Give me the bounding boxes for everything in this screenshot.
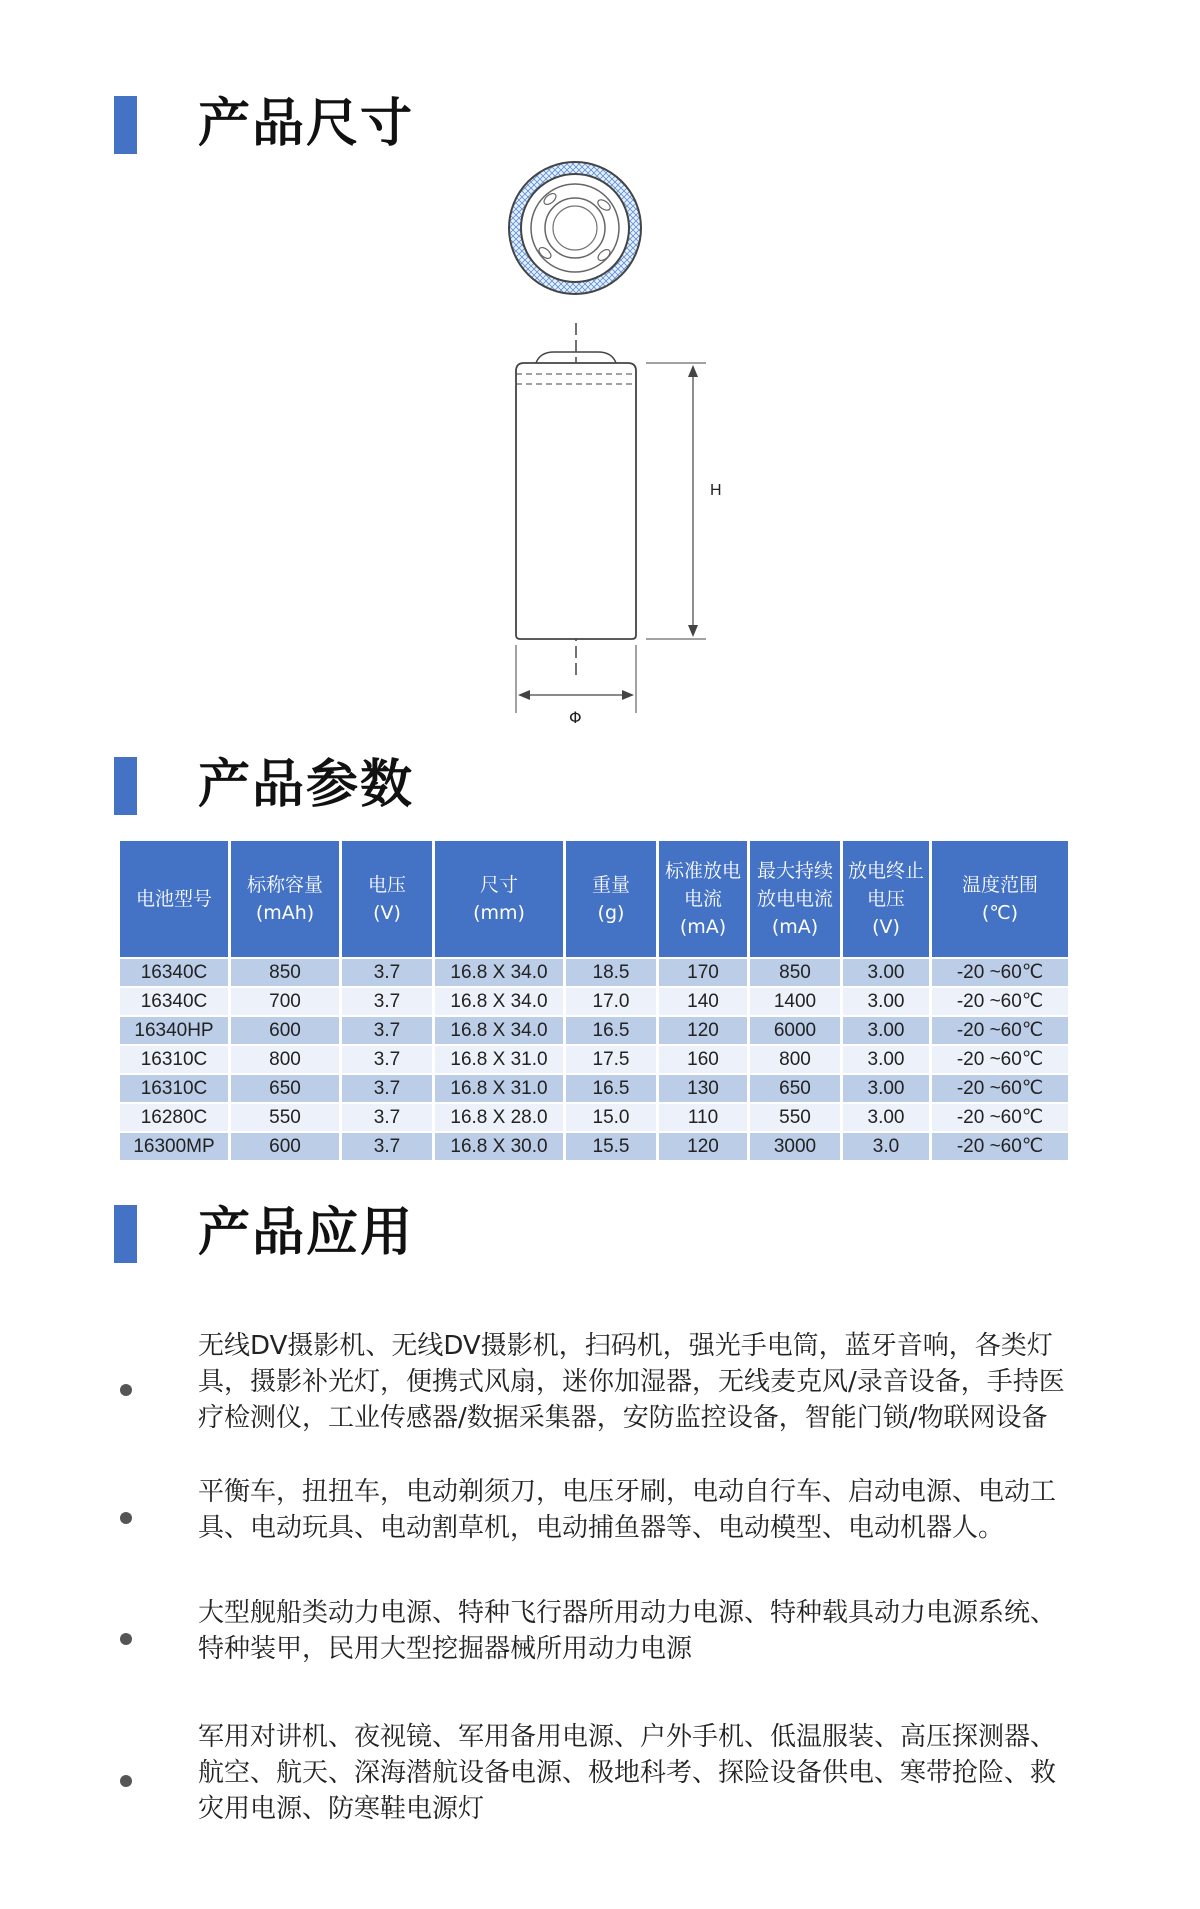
header-line: (mm) (473, 902, 525, 924)
table-row (120, 959, 1068, 986)
header-line: (mA) (771, 916, 819, 938)
table-header-cell (342, 841, 432, 957)
table-cell: 1400 (750, 988, 840, 1015)
section-accent-bar (114, 1205, 137, 1263)
table-cell: 16.8 X 30.0 (435, 1133, 563, 1160)
header-line: (V) (872, 916, 900, 938)
height-label: H (710, 482, 722, 499)
table-cell: 550 (750, 1104, 840, 1131)
section-title-dimensions: 产品尺寸 (198, 94, 415, 154)
table-cell: 16.8 X 31.0 (435, 1075, 563, 1102)
header-line: 放电电流 (756, 888, 833, 910)
table-cell: 16340C (120, 959, 228, 986)
table-cell: 3.00 (843, 1104, 929, 1131)
table-cell: 140 (659, 988, 747, 1015)
section-accent-bar (114, 757, 137, 815)
table-cell: 3.00 (843, 1075, 929, 1102)
table-cell: 16.5 (566, 1075, 656, 1102)
table-cell: 120 (659, 1133, 747, 1160)
header-line: 放电终止 (847, 860, 924, 882)
table-cell: 16.8 X 31.0 (435, 1046, 563, 1073)
bullet-dot (120, 1384, 132, 1396)
table-cell: 3.00 (843, 988, 929, 1015)
application-line: 军用对讲机、夜视镜、军用备用电源、户外手机、低温服装、高压探测器、 (198, 1722, 1057, 1752)
table-row (120, 1133, 1068, 1160)
application-line: 具、电动玩具、电动割草机，电动捕鱼器等、电动模型、电动机器人。 (198, 1513, 1005, 1543)
table-cell: 18.5 (566, 959, 656, 986)
table-cell: 3.7 (342, 1017, 432, 1044)
table-cell: -20 ~60℃ (932, 1104, 1068, 1131)
header-line: 最大持续 (756, 860, 833, 882)
application-text (198, 1474, 1078, 1546)
header-line: 电压 (367, 874, 406, 896)
table-cell: 16.8 X 28.0 (435, 1104, 563, 1131)
table-cell: 16.8 X 34.0 (435, 988, 563, 1015)
table-body (120, 959, 1068, 1160)
table-cell: 16340C (120, 988, 228, 1015)
table-cell: 16300MP (120, 1133, 228, 1160)
application-line: 灾用电源、防寒鞋电源灯 (198, 1794, 485, 1824)
table-row (120, 1075, 1068, 1102)
table-cell: 3.00 (843, 1017, 929, 1044)
bullet-dot (120, 1512, 132, 1524)
table-header-cell (435, 841, 563, 957)
header-line: 温度范围 (961, 874, 1038, 896)
application-line: 大型舰船类动力电源、特种飞行器所用动力电源、特种载具动力电源系统、 (198, 1598, 1057, 1628)
table-cell: -20 ~60℃ (932, 1046, 1068, 1073)
section-title-params: 产品参数 (198, 755, 415, 815)
table-cell: 170 (659, 959, 747, 986)
table-header-cell (231, 841, 339, 957)
section-params-header (0, 753, 1200, 817)
header-line: (℃) (981, 902, 1019, 924)
table-cell: -20 ~60℃ (932, 988, 1068, 1015)
application-text (198, 1595, 1078, 1667)
table-header-cell (843, 841, 929, 957)
application-line: 疗检测仪，工业传感器/数据采集器，安防监控设备，智能门锁/物联网设备 (198, 1403, 1048, 1433)
table-cell: 17.5 (566, 1046, 656, 1073)
table-cell: 16310C (120, 1075, 228, 1102)
table-cell: 3.7 (342, 1133, 432, 1160)
application-text (198, 1719, 1078, 1827)
table-cell: 650 (231, 1075, 339, 1102)
application-line: 航空、航天、深海潜航设备电源、极地科考、探险设备供电、寒带抢险、救 (198, 1758, 1057, 1788)
table-cell: 15.5 (566, 1133, 656, 1160)
battery-top-view (509, 162, 641, 294)
table-cell: -20 ~60℃ (932, 1075, 1068, 1102)
table-row (120, 1046, 1068, 1073)
table-cell: 3.7 (342, 988, 432, 1015)
table-cell: 3.7 (342, 1075, 432, 1102)
table-cell: 16.5 (566, 1017, 656, 1044)
table-header-cell (566, 841, 656, 957)
section-applications-header (0, 1201, 1200, 1265)
table-cell: 120 (659, 1017, 747, 1044)
table-cell: 16310C (120, 1046, 228, 1073)
table-cell: -20 ~60℃ (932, 1133, 1068, 1160)
application-line: 平衡车，扭扭车，电动剃须刀，电压牙刷，电动自行车、启动电源、电动工 (198, 1477, 1057, 1507)
table-cell: 17.0 (566, 988, 656, 1015)
spec-table (117, 839, 1071, 1162)
header-line: 电压 (866, 888, 905, 910)
table-cell: 3000 (750, 1133, 840, 1160)
table-header-cell (659, 841, 747, 957)
table-header-cell (750, 841, 840, 957)
header-line: 尺寸 (479, 874, 518, 896)
table-header-cell (120, 841, 228, 957)
header-line: (mAh) (255, 902, 315, 924)
table-cell: 110 (659, 1104, 747, 1131)
diameter-label: Φ (569, 708, 582, 727)
table-cell: 3.00 (843, 959, 929, 986)
application-line: 具，摄影补光灯，便携式风扇，迷你加湿器，无线麦克风/录音设备，手持医 (198, 1367, 1065, 1397)
table-cell: 3.00 (843, 1046, 929, 1073)
table-cell: 850 (750, 959, 840, 986)
table-cell: 3.7 (342, 1046, 432, 1073)
battery-side-view (516, 323, 722, 727)
table-header-cell (932, 841, 1068, 957)
table-cell: 800 (750, 1046, 840, 1073)
section-dimensions-header (0, 92, 1200, 156)
application-text (198, 1328, 1078, 1436)
table-cell: 160 (659, 1046, 747, 1073)
header-line: (V) (373, 902, 401, 924)
table-row (120, 1104, 1068, 1131)
bullet-dot (120, 1633, 132, 1645)
header-line: 重量 (591, 874, 630, 896)
header-line: (mA) (679, 916, 727, 938)
table-cell: 600 (231, 1133, 339, 1160)
header-line: 标准放电 (664, 860, 741, 882)
header-line: (g) (597, 902, 625, 924)
section-title-applications: 产品应用 (198, 1203, 415, 1263)
table-header-row (120, 841, 1068, 957)
battery-dimension-diagram (480, 155, 740, 735)
table-cell: 650 (750, 1075, 840, 1102)
table-row (120, 988, 1068, 1015)
bullet-dot (120, 1775, 132, 1787)
table-cell: 6000 (750, 1017, 840, 1044)
table-cell: -20 ~60℃ (932, 959, 1068, 986)
table-cell: 550 (231, 1104, 339, 1131)
table-cell: 16340HP (120, 1017, 228, 1044)
table-cell: 130 (659, 1075, 747, 1102)
table-cell: 16.8 X 34.0 (435, 959, 563, 986)
table-cell: 16280C (120, 1104, 228, 1131)
application-line: 无线DV摄影机、无线DV摄影机，扫码机，强光手电筒，蓝牙音响，各类灯 (198, 1331, 1053, 1361)
header-line: 标称容量 (246, 874, 323, 896)
table-row (120, 1017, 1068, 1044)
table-cell: 600 (231, 1017, 339, 1044)
table-cell: 800 (231, 1046, 339, 1073)
table-cell: 15.0 (566, 1104, 656, 1131)
table-cell: -20 ~60℃ (932, 1017, 1068, 1044)
header-line: 电流 (683, 888, 722, 910)
application-line: 特种装甲，民用大型挖掘器械所用动力电源 (198, 1634, 693, 1664)
table-cell: 3.7 (342, 959, 432, 986)
table-cell: 700 (231, 988, 339, 1015)
table-cell: 16.8 X 34.0 (435, 1017, 563, 1044)
section-accent-bar (114, 96, 137, 154)
table-cell: 850 (231, 959, 339, 986)
table-cell: 3.0 (843, 1133, 929, 1160)
header-line: 电池型号 (135, 888, 212, 910)
table-cell: 3.7 (342, 1104, 432, 1131)
